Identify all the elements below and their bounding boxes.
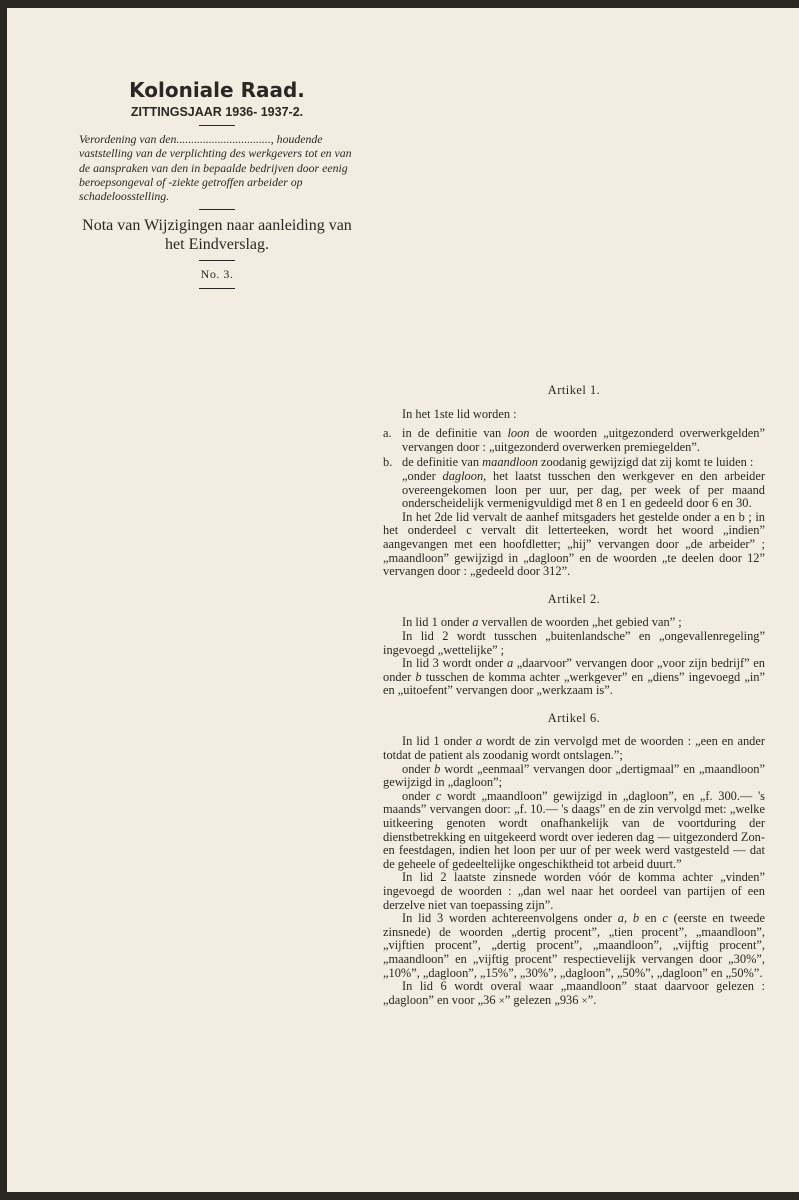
article-1-definition-quote: „onder dagloon, het laatst tusschen den werkgever en den arbeider overeengekomen loon per uur, per dag, per week of per maand onderscheidelijk vermenigvuldigd met 8 en 1 en gedeeld door 6 en 30.: [402, 468, 765, 511]
ordinance-description: Verordening van den................................, houdende vaststelling van de verplichting des werkgevers tot en van de aanspraken van den in bepaalde bedrijven door eenig beroepsongeval of -ziekte getroffen arbeider op schadeloosstelling.: [79, 132, 352, 204]
article-6-paragraph: onder c wordt „maandloon” gewijzigd in „dagloon”, en „f. 300.— 's maands” vervangen door: „f. 10.— 's daags” en de zin vervolgd met: „welke uitkeering genoten wordt onafhankelijk van de voortduring der dienstbetrekking en uitgekeerd wordt over iederen dag — uitgezonderd Zon- en feestdagen, indien het loon per uur of per week werd vastgesteld — dat de geheele of gedeeltelijke ongeschiktheid tot arbeid duurt.”: [383, 788, 765, 871]
article-6-paragraph: In lid 3 worden achtereenvolgens onder a, b en c (eerste en tweede zinsnede) de woorden „dertig procent”, „tien procent”, „maandloon”, „vijftien procent”, „dertig procent”, „maandloon”, „vijftig procent”, „maandloon” en „vijftig procent” respectievelijk vervangen door „30%”, „10%”, „dagloon”, „15%”, „30%”, „dagloon”, „50%”, „dagloon” en „50%”.: [383, 911, 765, 980]
article-1-paragraph-2: In het 2de lid vervalt de aanhef mitsgaders het gestelde onder a en b ; in het onderdeel c vervalt dit letterteeken, wordt het woord „indien” aangevangen met een hoofdletter; „hij” vervangen door „de arbeider” ; „maandloon” gewijzigd in „dagloon” en de woorden „te deelen door 12” vervangen door : „gedeeld door 312”.: [383, 509, 765, 579]
article-6-paragraph: In lid 6 wordt overal waar „maandloon” staat daarvoor gelezen : „dagloon” en voor „36 ×” gelezen „936 ×”.: [383, 979, 765, 1007]
article-6-paragraph: onder b wordt „eenmaal” vervangen door „dertigmaal” en „maandloon” gewijzigd in „dagloon”;: [383, 761, 765, 790]
article-6-paragraph: In lid 2 laatste zinsnede worden vóór de komma achter „vinden” ingevoegd de woorden : „dan wel naar het oordeel van partijen of een derzelve niet van toepassing zijn”.: [383, 870, 765, 912]
item-label: a.: [383, 426, 392, 441]
article-1-item-a: [383, 427, 765, 454]
divider: [199, 260, 235, 261]
divider: [199, 125, 235, 126]
article-6-heading: Artikel 6.: [547, 710, 601, 725]
document-number: No. 3.: [200, 267, 234, 282]
article-6-paragraph: In lid 1 onder a wordt de zin vervolgd met de woorden : „een en ander totdat de patient als zoodanig wordt ontslagen.”;: [383, 734, 765, 763]
article-2-paragraph: In lid 3 wordt onder a „daarvoor” vervangen door „voor zijn bedrijf” en onder b tusschen de komma achter „werkgever” en „diens” ingevoegd „in” en „uitoefent” vervangen door „werkzaam is”.: [383, 656, 765, 698]
article-2-heading: Artikel 2.: [547, 591, 601, 606]
item-text: de definitie van maandloon zoodanig gewijzigd dat zij komt te luiden :: [402, 455, 754, 470]
item-label: b.: [383, 455, 393, 470]
article-1-intro: In het 1ste lid worden :: [402, 406, 517, 421]
right-column: [383, 384, 765, 1008]
article-1-item-b: [383, 456, 765, 470]
council-title: Koloniale Raad.: [129, 78, 305, 102]
divider: [199, 288, 235, 289]
document-page: [7, 8, 799, 1192]
session-year: ZITTINGSJAAR 1936- 1937-2.: [130, 105, 304, 119]
left-column: [79, 78, 355, 295]
article-1-heading: Artikel 1.: [547, 383, 601, 397]
article-2-paragraph: In lid 1 onder a vervallen de woorden „het gebied van” ;: [402, 615, 682, 630]
article-2-paragraph: In lid 2 wordt tusschen „buitenlandsche” en „ongevallenregeling” ingevoegd „wettelijke” ;: [383, 628, 765, 657]
nota-title: Nota van Wijzigingen naar aanleiding van het Eindverslag.: [82, 217, 352, 254]
divider: [199, 209, 235, 210]
item-text: in de definitie van loon de woorden „uitgezonderd overwerkgelden” vervangen door : „uitgezonderd overwerken premiegelden”.: [402, 426, 765, 454]
